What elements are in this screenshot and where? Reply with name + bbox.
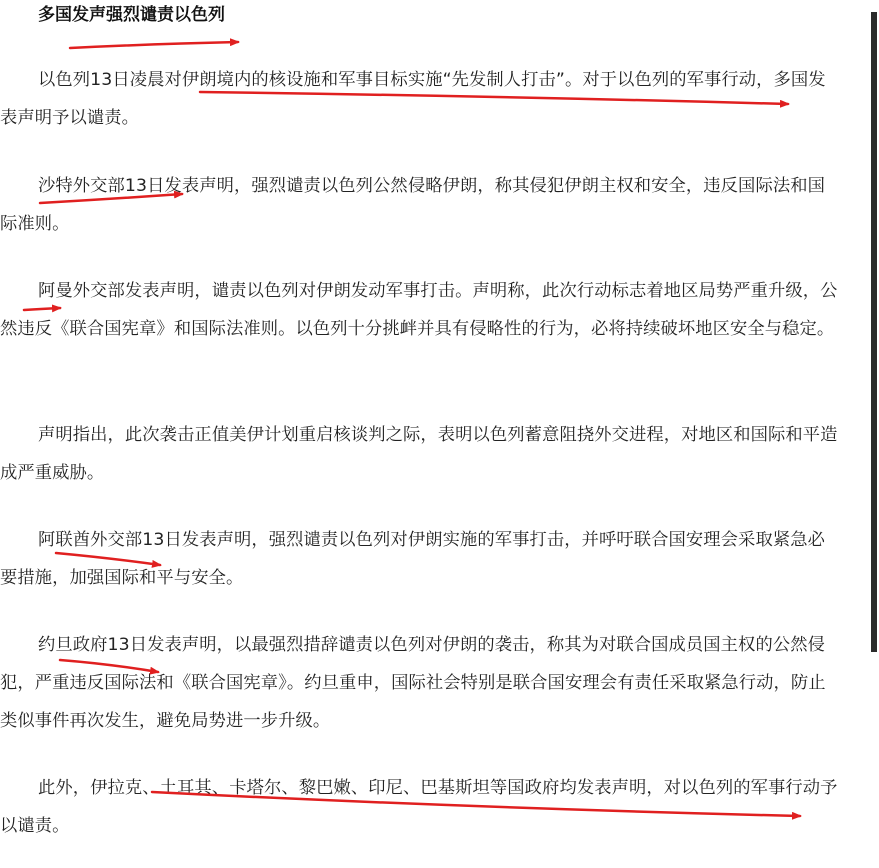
paragraph: 声明指出，此次袭击正值美伊计划重启核谈判之际，表明以色列蓄意阻挠外交进程，对地区和国际和平造成严重威胁。 [0,425,838,483]
article-title: 多国发声强烈谴责以色列 [38,5,225,25]
paragraph: 约旦政府13日发表声明，以最强烈措辞谴责以色列对伊朗的袭击，称其为对联合国成员国主权的公然侵犯，严重违反国际法和《联合国宪章》。约旦重申，国际社会特别是联合国安理会有责任采取紧急行动，防止类似事件再次发生，避免局势进一步升级。 [0,635,826,731]
paragraph: 沙特外交部13日发表声明，强烈谴责以色列公然侵略伊朗，称其侵犯伊朗主权和安全，违反国际法和国际准则。 [0,176,825,234]
paragraph: 阿曼外交部发表声明，谴责以色列对伊朗发动军事打击。声明称，此次行动标志着地区局势严重升级，公然违反《联合国宪章》和国际法准则。以色列十分挑衅并具有侵略性的行为，必将持续破坏地区安全与稳定。 [0,281,838,339]
scrollbar[interactable] [868,0,879,868]
paragraph: 此外，伊拉克、土耳其、卡塔尔、黎巴嫩、印尼、巴基斯坦等国政府均发表声明，对以色列的军事行动予以谴责。 [0,778,838,836]
scrollbar-thumb[interactable] [871,12,877,652]
paragraph: 以色列13日凌晨对伊朗境内的核设施和军事目标实施“先发制人打击”。对于以色列的军事行动，多国发表声明予以谴责。 [0,70,826,128]
paragraph: 阿联酋外交部13日发表声明，强烈谴责以色列对伊朗实施的军事打击，并呼吁联合国安理会采取紧急必要措施，加强国际和平与安全。 [0,530,825,588]
